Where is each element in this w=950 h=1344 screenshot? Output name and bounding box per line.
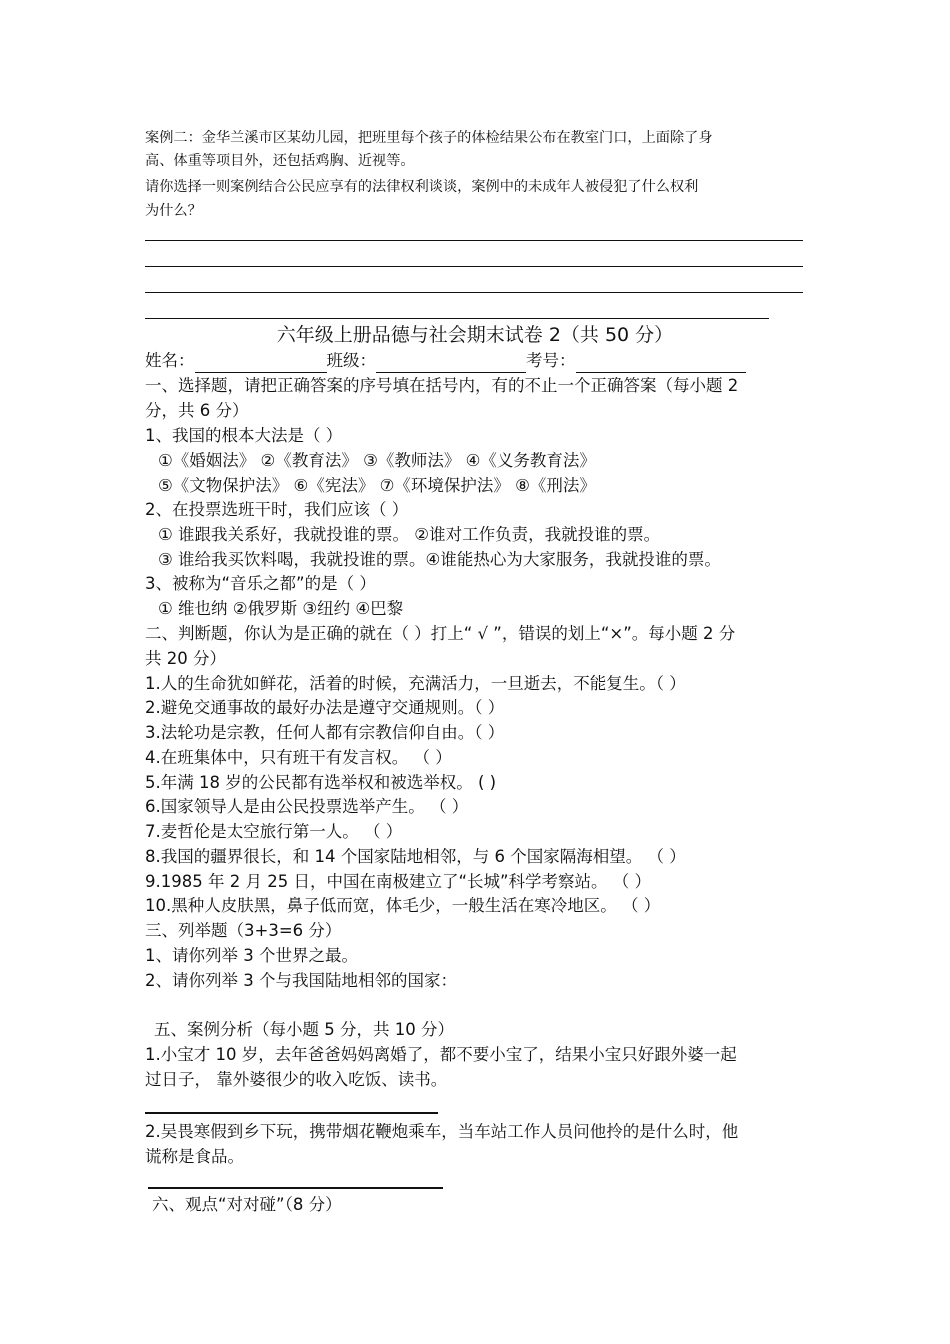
answer-line-3: [145, 292, 803, 293]
section1-heading-b: 分，共 6 分）: [145, 401, 249, 420]
case2-question-line2: 为什么？: [145, 203, 202, 219]
case-2-answer-line: [148, 1187, 443, 1189]
section2-heading-a: 二、判断题，你认为是正确的就在（ ）打上“ √ ”，错误的划上“×”。每小题 2 分: [145, 624, 736, 643]
question-1-2: 2、在投票选班干时，我们应该（ ）: [145, 500, 409, 519]
judge-item-1: 1.人的生命犹如鲜花，活着的时候，充满活力，一旦逝去，不能复生。（ ）: [145, 674, 686, 693]
question-1-3: 3、被称为“音乐之都”的是（ ）: [145, 574, 376, 593]
case-1-answer-line: [145, 1112, 438, 1114]
case-2-line1: 2.吴畏寒假到乡下玩，携带烟花鞭炮乘车，当车站工作人员问他拎的是什么时，他: [145, 1122, 739, 1141]
question-1-1-options-b: ⑤《文物保护法》 ⑥《宪法》 ⑦《环境保护法》 ⑧《刑法》: [158, 476, 596, 495]
case-1-line1: 1.小宝才 10 岁，去年爸爸妈妈离婚了，都不要小宝了，结果小宝只好跟外婆一起: [145, 1045, 737, 1064]
answer-line-2: [145, 266, 803, 267]
question-1-1: 1、我国的根本大法是（ ）: [145, 426, 343, 445]
case2-question-line1: 请你选择一则案例结合公民应享有的法律权利谈谈，案例中的未成年人被侵犯了什么权利: [145, 179, 699, 195]
name-label: 姓名：: [145, 351, 195, 370]
section2-heading-b: 共 20 分）: [145, 649, 226, 668]
judge-item-6: 6.国家领导人是由公民投票选举产生。 （ ）: [145, 797, 469, 816]
case2-line1: 案例二：金华兰溪市区某幼儿园，把班里每个孩子的体检结果公布在教室门口，上面除了身: [145, 130, 713, 146]
answer-line-4: [145, 318, 769, 319]
section3-heading: 三、列举题（3+3=6 分）: [145, 921, 342, 940]
judge-item-8: 8.我国的疆界很长，和 14 个国家陆地相邻，与 6 个国家隔海相望。 （ ）: [145, 847, 686, 866]
judge-item-4: 4.在班集体中，只有班干有发言权。 （ ）: [145, 748, 452, 767]
case-1-line2: 过日子， 靠外婆很少的收入吃饭、读书。: [145, 1070, 448, 1089]
section5-heading: 五、案例分析（每小题 5 分，共 10 分）: [154, 1020, 454, 1039]
exam-no-label: 考号：: [526, 351, 576, 370]
class-label: 班级：: [326, 351, 376, 370]
exam-no-field[interactable]: [576, 354, 746, 373]
student-info-row: [145, 349, 746, 373]
answer-line-1: [145, 240, 803, 241]
case2-line2: 高、体重等项目外，还包括鸡胸、近视等。: [145, 153, 415, 169]
judge-item-9: 9.1985 年 2 月 25 日，中国在南极建立了“长城”科学考察站。 （ ）: [145, 872, 652, 891]
judge-item-5: 5.年满 18 岁的公民都有选举权和被选举权。 ( ): [145, 773, 497, 792]
judge-item-10: 10.黑种人皮肤黑，鼻子低而宽，体毛少，一般生活在寒冷地区。 （ ）: [145, 896, 661, 915]
judge-item-3: 3.法轮功是宗教，任何人都有宗教信仰自由。（ ）: [145, 723, 505, 742]
list-question-1: 1、请你列举 3 个世界之最。: [145, 946, 358, 965]
list-question-2: 2、请你列举 3 个与我国陆地相邻的国家：: [145, 971, 457, 990]
name-field[interactable]: [195, 354, 327, 373]
exam-title: 六年级上册品德与社会期末试卷 2（共 50 分）: [276, 324, 674, 346]
case-2-line2: 谎称是食品。: [145, 1147, 244, 1166]
judge-item-2: 2.避免交通事故的最好办法是遵守交通规则。（ ）: [145, 698, 505, 717]
judge-item-7: 7.麦哲伦是太空旅行第一人。 （ ）: [145, 822, 403, 841]
question-1-1-options-a: ①《婚姻法》 ②《教育法》 ③《教师法》 ④《义务教育法》: [158, 451, 596, 470]
section6-heading: 六、观点“对对碰”（8 分）: [152, 1195, 342, 1214]
class-field[interactable]: [376, 354, 526, 373]
question-1-2-options-b: ③ 谁给我买饮料喝，我就投谁的票。④谁能热心为大家服务，我就投谁的票。: [158, 550, 721, 569]
question-1-2-options-a: ① 谁跟我关系好，我就投谁的票。 ②谁对工作负责，我就投谁的票。: [158, 525, 661, 544]
question-1-3-options: ① 维也纳 ②俄罗斯 ③纽约 ④巴黎: [158, 599, 404, 618]
section1-heading-a: 一、选择题，请把正确答案的序号填在括号内，有的不止一个正确答案（每小题 2: [145, 376, 739, 395]
